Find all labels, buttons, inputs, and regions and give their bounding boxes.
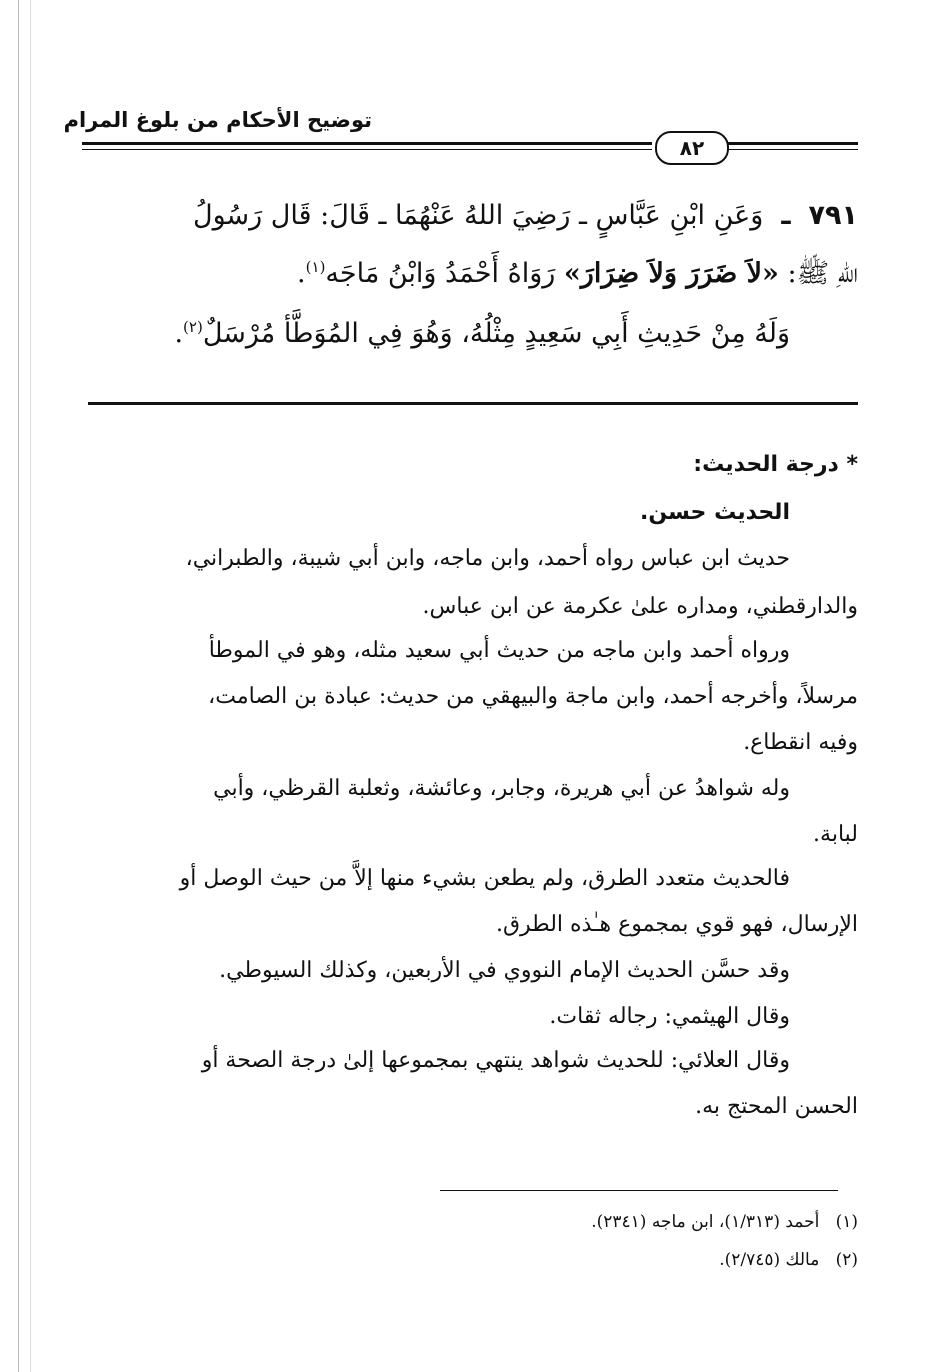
hadith-text: .	[174, 318, 184, 349]
page-edge-line	[18, 0, 19, 1372]
section-heading: * درجة الحديث:	[693, 452, 858, 477]
commentary-line: حديث ابن عباس رواه أحمد، وابن ماجه، وابن أبي شيبة، والطبراني،	[185, 546, 790, 571]
footnote	[591, 1212, 858, 1232]
commentary-line: مرسلاً، وأخرجه أحمد، وابن ماجة والبيهقي من حديث: عبادة بن الصامت،	[208, 684, 858, 709]
commentary-line: فالحديث متعدد الطرق، ولم يطعن بشيء منها إلاَّ من حيث الوصل أو	[179, 866, 790, 891]
hadith-text: وَلَهُ مِنْ حَدِيثِ أَبِي سَعِيدٍ مِثْلُهُ، وَهُوَ فِي المُوَطَّأ مُرْسَلٌ	[202, 318, 790, 349]
footnote-text: مالك (٢/٧٤٥).	[719, 1250, 820, 1270]
hadith-line-2	[78, 256, 858, 296]
hadith-text: وَعَنِ ابْنِ عَبَّاسٍ ـ رَضِيَ اللهُ عَنْهُمَا ـ قَالَ: قَال رَسُولُ	[192, 200, 764, 231]
hadith-text: اللهِ ﷺ:	[778, 258, 858, 289]
commentary-line: الإرسال، فهو قوي بمجموع هـٰذه الطرق.	[495, 912, 858, 937]
footnote-text: أحمد (١/٣١٣)، ابن ماجه (٢٣٤١).	[591, 1212, 820, 1232]
footnote	[719, 1250, 858, 1270]
commentary-line: وقال العلائي: للحديث شواهد ينتهي بمجموعها إلىٰ درجة الصحة أو	[201, 1048, 790, 1073]
running-title: توضيح الأحكام من بلوغ المرام	[63, 108, 372, 132]
hadith-line-1	[78, 200, 858, 231]
page-number: ٨٢	[655, 131, 729, 165]
hadith-grade: الحديث حسن.	[640, 500, 790, 525]
hadith-quote: «لاَ ضَرَرَ وَلاَ ضِرَارَ»	[563, 258, 779, 289]
commentary-line: لبابة.	[813, 822, 858, 847]
page-edge-line	[30, 0, 31, 1372]
footnote-divider	[440, 1190, 838, 1191]
footnote-number: (١)	[835, 1212, 858, 1232]
hadith-text: رَوَاهُ أَحْمَدُ وَابْنُ مَاجَه	[325, 258, 564, 289]
section-divider	[88, 402, 858, 405]
commentary-line: وقد حسَّن الحديث الإمام النووي في الأربعين، وكذلك السيوطي.	[219, 958, 790, 983]
commentary-line: وفيه انقطاع.	[743, 730, 858, 755]
commentary-line: والدارقطني، ومداره علىٰ عكرمة عن ابن عباس.	[422, 594, 858, 619]
hadith-line-3	[10, 318, 790, 349]
footnote-number: (٢)	[835, 1250, 858, 1270]
header-rule	[82, 142, 652, 150]
header-rule	[728, 142, 858, 150]
commentary-line: وقال الهيثمي: رجاله ثقات.	[549, 1004, 790, 1029]
commentary-line: وله شواهدُ عن أبي هريرة، وجابر، وعائشة، وثعلبة القرظي، وأبي	[213, 776, 790, 801]
footnote-marker: (٢)	[183, 318, 203, 336]
commentary-line: ورواه أحمد وابن ماجه من حديث أبي سعيد مثله، وهو في الموطأ	[208, 638, 790, 663]
commentary-line: الحسن المحتج به.	[695, 1094, 858, 1119]
hadith-text: .	[297, 258, 306, 289]
footnote-marker: (١)	[305, 258, 326, 276]
hadith-number: ٧٩١	[808, 200, 858, 231]
hadith-dash: ـ	[771, 200, 800, 231]
